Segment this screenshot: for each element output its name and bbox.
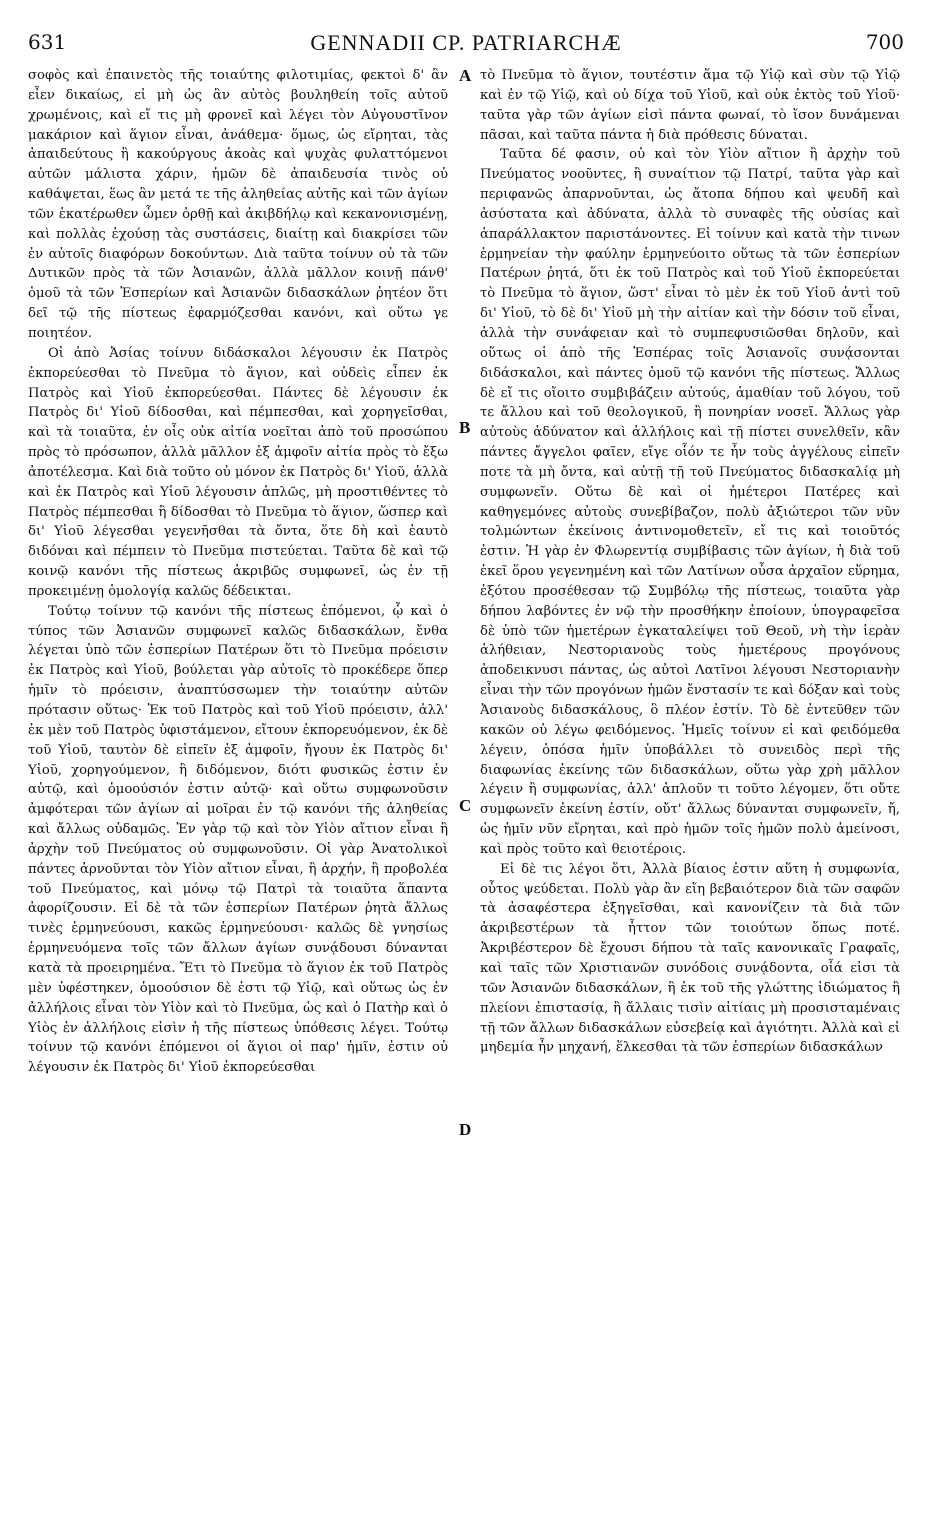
page-number-left: 631 (28, 30, 67, 54)
section-marker-c: C (459, 796, 472, 815)
paragraph: τὸ Πνεῦμα τὸ ἅγιον, τουτέστιν ἅμα τῷ Υἱῷ καὶ σὺν τῷ Υἱῷ καὶ ἐν τῷ Υἱῷ, καὶ οὐ δίχα τοῦ Υἱοῦ, καὶ οὐκ ἐκτὸς τοῦ Υἱοῦ· ταῦτα γὰρ τῶν ἁγίων εἰσὶ πάντα φωναί, τὸ ἴσον δυνάμεναι πᾶσαι, καὶ ταῦτα πάντα ἡ διὰ πρόθεσις δύναται. (480, 68, 900, 143)
section-marker-a: A (459, 66, 472, 85)
paragraph: Τούτῳ τοίνυν τῷ κανόνι τῆς πίστεως ἑπόμενοι, ᾧ καὶ ὁ τύπος τῶν Ἀσιανῶν συμφωνεῖ καλῶς διδασκάλων, ἔνθα λέγεται ὑπὸ τῶν ἑσπερίων Πατέρων ὅτι τὸ Πνεῦμα πρόεισιν ἐκ Πατρὸς καὶ Υἱοῦ, βούλεται γὰρ αὐτοῖς τὸ προκέδερε ὅπερ ἡμῖν τὸ πρόεισιν, ἀναπτύσσωμεν τὴν τοιαύτην αὐτῶν πρότασιν οὕτως· Ἐκ τοῦ Πατρὸς καὶ τοῦ Υἱοῦ πρόεισιν, ἀλλ' ἐκ μὲν τοῦ Πατρὸς ὑφιστάμενον, εἴτουν ἐκπορευόμενον, ἐκ δὲ τοῦ Υἱοῦ, ταυτὸν δὲ εἰπεῖν ἐξ ἀμφοῖν, ἤγουν ἐκ Πατρὸς δι' Υἱοῦ, χορηγούμενον, ἢ διδόμενον, διότι φυσικῶς ἐστιν ἐν αὐτῷ, καὶ ὁμοούσιόν ἐστιν αὐτῷ· καὶ οὕτω συμφωνοῦσιν ἀμφότεραι τῶν ἁγίων αἱ μοῖραι ἐν τῷ κανόνι τῆς ἀληθείας καὶ ἄλλως οὐδαμῶς. Ἐν γὰρ τῷ καὶ τὸν Υἱὸν αἴτιον εἶναι ἢ ἀρχὴν τοῦ Πνεύματος οὐ συμφωνοῦσιν. Οἱ γὰρ Ἀνατολικοὶ πάντες ἀρνοῦνται τὸν Υἱὸν αἴτιον εἶναι, ἢ ἀρχήν, ἢ προβολέα τοῦ Πνεύματος, καὶ μόνῳ τῷ Πατρὶ τὰ τοιαῦτα ἅπαντα ἀφορίζουσιν. Εἰ δὲ τὰ τῶν ἑσπερίων Πατέρων ῥητὰ ἄλλως τινὲς ἑρμηνεύουσι, κακῶς ἑρμηνεύουσι· καλῶς δὲ γνησίως ἑρμηνευόμενα τοῖς τῶν ἄλλων ἁγίων συνᾴδουσι δύνανται κατὰ τὰ προειρημένα. Ἔτι τὸ Πνεῦμα τὸ ἅγιον ἐκ τοῦ Πατρὸς μὲν ὑφέστηκεν, ὁμοούσιον δὲ ἐστι τῷ Υἱῷ, καὶ οὕτως ὡς ἐν ἀλλήλοις εἶναι τὸν Υἱὸν καὶ τὸ Πνεῦμα, ὡς καὶ ὁ Πατὴρ καὶ ὁ Υἱὸς ἐν ἀλλήλοις εἰσὶν ἡ τῆς πίστεως ὑπόθεσις λέγει. Τούτῳ τοίνυν τῷ κανόνι ἑπόμενοι οἱ ἅγιοι οἱ παρ' ἡμῖν, ἐστιν οὐ λέγουσιν ἐκ Πατρὸς δι' Υἱοῦ ἐκπορεύεσθαι (28, 603, 448, 1076)
paragraph: Ταῦτα δέ φασιν, οὐ καὶ τὸν Υἱὸν αἴτιον ἢ ἀρχὴν τοῦ Πνεύματος νοοῦντες, ἢ συναίτιον τῷ Πατρί, ταῦτα γὰρ καὶ περιφανῶς ἀπαρνοῦνται, ὡς ἄτοπα δήπου καὶ ψευδῆ καὶ ἀσύστατα καὶ ἀδύνατα, ἀλλὰ τὸ συναφὲς τῆς οὐσίας καὶ ἀπαράλλακτον παριστάνοντες. Εἰ τοίνυν καὶ κατὰ τὴν τινων ἑρμηνείαν τὴν φαύλην ἑρμηνεύοιτο οὕτως τὰ τῶν ἑσπερίων Πατέρων ῥητά, ὅτι ἐκ τοῦ Πατρὸς καὶ τοῦ Υἱοῦ ἐκπορεύεται τὸ Πνεῦμα τὸ ἅγιον, ὥστ' εἶναι τὸ μὲν ἐκ τοῦ Υἱοῦ ἀντὶ τοῦ δι' Υἱοῦ, τὸ δὲ δι' Υἱοῦ μὴ τὴν αἰτίαν καὶ τὴν δόσιν τοῦ εἶναι, ἀλλὰ τὴν συνάφειαν καὶ τὸ συμπεφυσιῶσθαι δηλοῦν, καὶ οὕτως οἱ ἀπὸ τῆς Ἑσπέρας τοῖς Ἀσιανοῖς συνᾴσονται διδάσκαλοι, καὶ πάντες ὁμοῦ τῷ κανόνι τῆς πίστεως. Ἄλλως δὲ εἴ τις οἴοιτο συμβιβάζειν αὐτούς, ἀμαθίαν τοῦ λόγου, τοῦ τε ἄλλου καὶ τοῦ θεολογικοῦ, ἢ πονηρίαν νοσεῖ. Ἄλλως γὰρ αὐτοὺς ἀδύνατον καὶ ἀλλήλοις καὶ τῇ πίστει συνελθεῖν, κἂν πάντες ἄγγελοι φαῖεν, εἴγε οἷόν τε ἦν τοὺς ἀγγέλους εἰπεῖν ποτε τὰ μὴ ὄντα, καὶ αὐτῇ τῇ τοῦ Πνεύματος διδασκαλίᾳ μὴ συμφωνεῖν. Οὕτω δὲ καὶ οἱ ἡμέτεροι Πατέρες καὶ καθηγεμόνες αὐτοὺς συνεβίβαζον, πολὺ ἀξιώτεροι τῶν νῦν τολμώντων ἐκείνοις ἀντινομοθετεῖν, εἴ τις καὶ τοιοῦτός ἐστιν. Ἡ γὰρ ἐν Φλωρεντίᾳ συμβίβασις τῶν ἁγίων, ἡ διὰ τοῦ ἐκεῖ ὅρου γεγενημένη καὶ τῶν Λατίνων οὖσα ἀρχαῖον εὕρημα, ἐξότου προσέθεσαν τῷ Συμβόλῳ τῆς πίστεως, τοιαῦτα γὰρ δήπου λαβόντες ἐν νῷ τὴν προσθήκην ἐποίουν, ὑπογραφεῖσα δὲ ὑπὸ τῶν ἡμετέρων ἐγκαταλείψει τοῦ Θεοῦ, νὴ τὴν ἱερὰν ἀλήθειαν, Νεστοριανοὺς τοὺς ἡμετέρους προγόνους ἀποδεικνυσι πάντας, ὡς αὐτοὶ Λατῖνοι λέγουσι Νεστοριανὴν εἶναι τὴν τῶν προγόνων ἡμῶν ἔνστασίν τε καὶ δόξαν καὶ τοὺς Ἀσιανοὺς διδασκάλους, ὃ πλέον ἐστίν. Τὸ δὲ ἐντεῦθεν τῶν κακῶν οὐ λέγω φειδόμενος. Ἡμεῖς τοίνυν εἰ καὶ φειδόμεθα λέγειν, ὁπόσα ἡμῖν ὑποβάλλει τὸ συνειδὸς περὶ τῆς διαφωνίας ἐκείνης τῶν διδασκάλων, οὕτω γὰρ χρὴ μᾶλλον λέγειν ἢ συμφωνίας, ἀλλ' ἁπλοῦν τι τοῦτο λέγομεν, ὅτι οὔτε συμφωνεῖν ἐκείνη ἐστίν, οὔτ' ἄλλως δύνανται συμφωνεῖν, ἤ, ὡς ἡμῖν νῦν εἴρηται, καὶ πρὸ ἡμῶν τοῖς ἡμῶν πολὺ ἀμείνοσι, καὶ πρὸς τοῦτο καὶ θειοτέροις. (480, 147, 900, 857)
left-column (28, 66, 448, 1078)
right-column (480, 66, 900, 1058)
page-number-right: 700 (865, 30, 904, 54)
running-title: GENNADII CP. PATRIARCHÆ (310, 30, 622, 55)
paragraph: σοφὸς καὶ ἐπαινετὸς τῆς τοιαύτης φιλοτιμίας, φεκτοὶ δ' ἂν εἶεν δικαίως, εἰ μὴ ὡς ἂν αὐτὸς βουληθείη τοῖς αὐτοῦ χρωμένοις, καὶ εἴ τις μὴ φρονεῖ καὶ λέγει τὸν Αὐγουστῖνον μακάριον καὶ ἅγιον εἶναι, ἀνάθεμα· ὅμως, ὡς εἴρηται, τὰς ἀπαιδεύτους ἢ κακούργους ἀκοὰς καὶ ψυχὰς φυλαττόμενοι αὐτῶν μάλιστα χάριν, ἡμῶν δὲ ἀπαιδευσία τινὸς οὐ καθάψεται, ἕως ἂν μετά τε τῆς ἀληθείας αὐτῆς καὶ τῶν ἁγίων τῶν ἑκατέρωθεν ὦμεν ὀρθῇ καὶ ἀκιβδήλῳ καὶ κεκανονισμένῃ, καὶ πολλὰς ἐχούσῃ τὰς συστάσεις, διαίτῃ καὶ διακρίσει τῶν ἐν αὐτοῖς διαφόρων δοκούντων. Διὰ ταῦτα τοίνυν οὐ τὰ τῶν Δυτικῶν πρὸς τὰ τῶν Ἀσιανῶν, ἀλλὰ μᾶλλον κοινῇ πάνθ' ὁμοῦ τὰ τῶν Ἑσπερίων καὶ Ἀσιανῶν διδασκάλων ῥητέον ὅτι δεῖ τῷ τῆς πίστεως ἐφαρμόζεσθαι κανόνι, καὶ οὕτω γε ποιητέον. (28, 68, 448, 341)
section-marker-d: D (459, 1120, 472, 1139)
paragraph: Οἱ ἀπὸ Ἀσίας τοίνυν διδάσκαλοι λέγουσιν ἐκ Πατρὸς ἐκπορεύεσθαι τὸ Πνεῦμα τὸ ἅγιον, καὶ οὐδεὶς εἶπεν ἐκ Πατρὸς καὶ Υἱοῦ ἐκπορεύεσθαι. Πάντες δὲ λέγουσιν ἐκ Πατρὸς δι' Υἱοῦ δίδοσθαι, καὶ πέμπεσθαι, καὶ χορηγεῖσθαι, καὶ τὰ τοιαῦτα, ἐν οἷς οὐκ αἰτία νοεῖται ἀπὸ τοῦ προσώπου πρὸς τὸ πρόσωπον, ἀλλὰ μᾶλλον ἐξ ἀμφοῖν αἰτία πρὸς τὸ ἔξω ἀποτέλεσμα. Καὶ διὰ τοῦτο οὐ μόνον ἐκ Πατρὸς δι' Υἱοῦ, ἀλλὰ καὶ ἐκ Πατρὸς καὶ Υἱοῦ λέγουσιν ἁπλῶς, μὴ προστιθέντες τὸ Πατρὸς πέμπεσθαι ἢ δίδοσθαι τὸ Πνεῦμα τὸ ἅγιον, ὥσπερ καὶ δι' Υἱοῦ λέγεσθαι γεγενῆσθαι τὰ ὄντα, ὅτε δὴ καὶ ἑαυτὸ διδόναι καὶ πέμπειν τὸ Πνεῦμα πιστεύεται. Ταῦτα δὲ καὶ τῷ κοινῷ κανόνι τῆς πίστεως ἀκριβῶς συμφωνεῖ, ὡς ἐν τῇ προκειμένῃ ὁμολογίᾳ καλῶς δέδεικται. (28, 345, 448, 599)
paragraph: Εἰ δὲ τις λέγοι ὅτι, Ἀλλὰ βίαιος ἐστιν αὕτη ἡ συμφωνία, οὗτος ψεύδεται. Πολὺ γὰρ ἂν εἴη βεβαιότερον διὰ τῶν σαφῶν τὰ ἀσαφέστερα ἐξηγεῖσθαι, καὶ κανονίζειν τὰ διὰ τῶν ἀκριβεστέρων τὰ ἧττον τῶν τοιούτων ὅπως ποτέ. Ἀκριβέστερον δὲ ἔχουσι δήπου τὰ ταῖς κανονικαῖς Γραφαῖς, καὶ ταῖς τῶν Χριστιανῶν συνόδοις συνᾴδοντα, οἷά εἰσι τὰ τῶν Ἀσιανῶν διδασκάλων, ἢ ἐκ τοῦ τῆς γλώττης ἰδιώματος ἢ πλείονι ἐπιστασίᾳ, ἢ ἄλλαις τισὶν αἰτίαις μὴ προσισταμέναις τῇ τῶν ἄλλων διδασκάλων εὐσεβείᾳ καὶ ἁγιότητι. Ἀλλὰ καὶ εἰ μηδεμία ἦν μηχανή, ἕλκεσθαι τὰ τῶν ἑσπερίων διδασκάλων (480, 861, 900, 1056)
page-header (0, 30, 932, 70)
section-marker-b: B (459, 418, 471, 437)
